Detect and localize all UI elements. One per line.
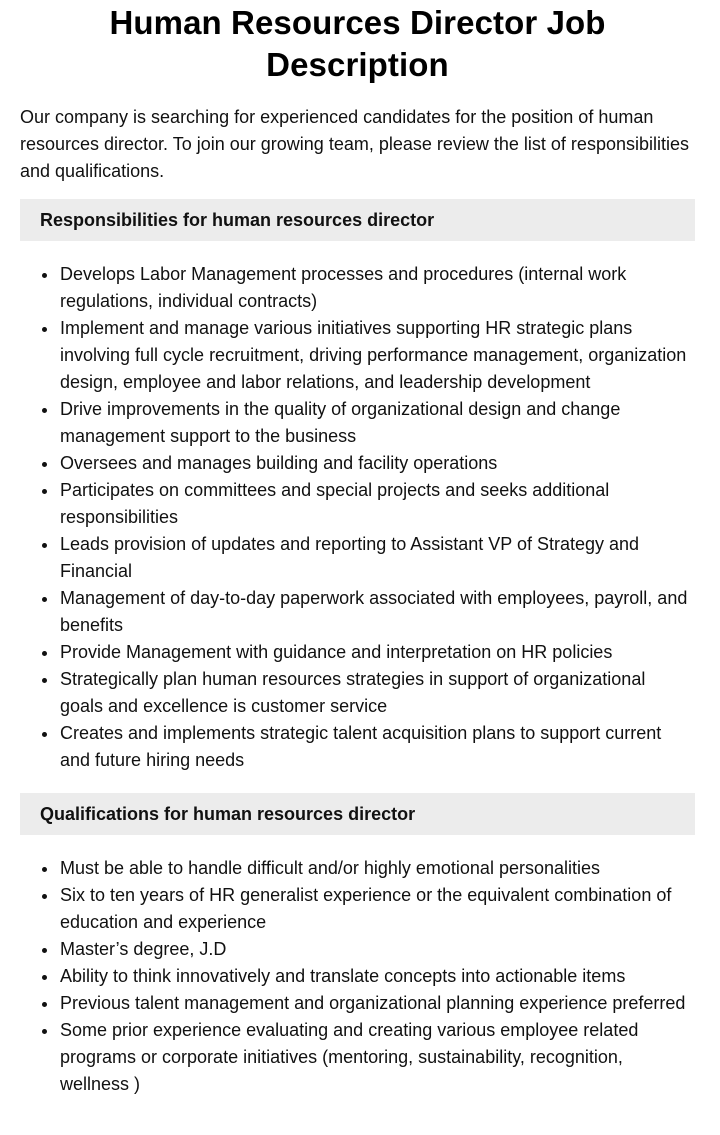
qualifications-list	[20, 855, 695, 1098]
bullet-icon	[42, 894, 47, 899]
bullet-icon	[42, 678, 47, 683]
list-item: Develops Labor Management processes and procedures (internal work regulations, individual contracts)	[60, 261, 695, 315]
qualifications-heading-text: Qualifications for human resources director	[40, 803, 416, 824]
list-item: Strategically plan human resources strategies in support of organizational goals and excellence is customer service	[60, 666, 695, 720]
qualifications-heading	[20, 793, 695, 835]
bullet-icon	[42, 489, 47, 494]
bullet-icon	[42, 597, 47, 602]
list-item: Provide Management with guidance and interpretation on HR policies	[60, 639, 695, 666]
list-item: Oversees and manages building and facility operations	[60, 450, 695, 477]
list-item: Previous talent management and organizational planning experience preferred	[60, 990, 695, 1017]
page-title: Human Resources Director Job Description	[109, 4, 606, 83]
list-item: Some prior experience evaluating and creating various employee related programs or corporate initiatives (mentoring, sustainability, recognition, wellness )	[60, 1017, 695, 1098]
list-item: Ability to think innovatively and translate concepts into actionable items	[60, 963, 695, 990]
bullet-icon	[42, 1002, 47, 1007]
bullet-icon	[42, 732, 47, 737]
list-item: Must be able to handle difficult and/or highly emotional personalities	[60, 855, 695, 882]
bullet-icon	[42, 975, 47, 980]
bullet-icon	[42, 867, 47, 872]
list-item: Management of day-to-day paperwork associated with employees, payroll, and benefits	[60, 585, 695, 639]
bullet-icon	[42, 408, 47, 413]
bullet-icon	[42, 543, 47, 548]
bullet-icon	[42, 273, 47, 278]
list-item: Implement and manage various initiatives supporting HR strategic plans involving full cycle recruitment, driving performance management, organization design, employee and labor relations, and leadership development	[60, 315, 695, 396]
list-item: Leads provision of updates and reporting to Assistant VP of Strategy and Financial	[60, 531, 695, 585]
list-item: Creates and implements strategic talent acquisition plans to support current and future hiring needs	[60, 720, 695, 774]
bullet-icon	[42, 462, 47, 467]
list-item: Master’s degree, J.D	[60, 936, 695, 963]
list-item: Six to ten years of HR generalist experience or the equivalent combination of education and experience	[60, 882, 695, 936]
bullet-icon	[42, 651, 47, 656]
responsibilities-heading	[20, 199, 695, 241]
bullet-icon	[42, 327, 47, 332]
list-item: Participates on committees and special projects and seeks additional responsibilities	[60, 477, 695, 531]
responsibilities-list	[20, 261, 695, 774]
responsibilities-heading-text: Responsibilities for human resources director	[40, 209, 435, 230]
list-item: Drive improvements in the quality of organizational design and change management support to the business	[60, 396, 695, 450]
bullet-icon	[42, 1029, 47, 1034]
intro-paragraph: Our company is searching for experienced candidates for the position of human resources director. To join our growing team, please review the list of responsibilities and qualifications.	[20, 107, 689, 181]
bullet-icon	[42, 948, 47, 953]
